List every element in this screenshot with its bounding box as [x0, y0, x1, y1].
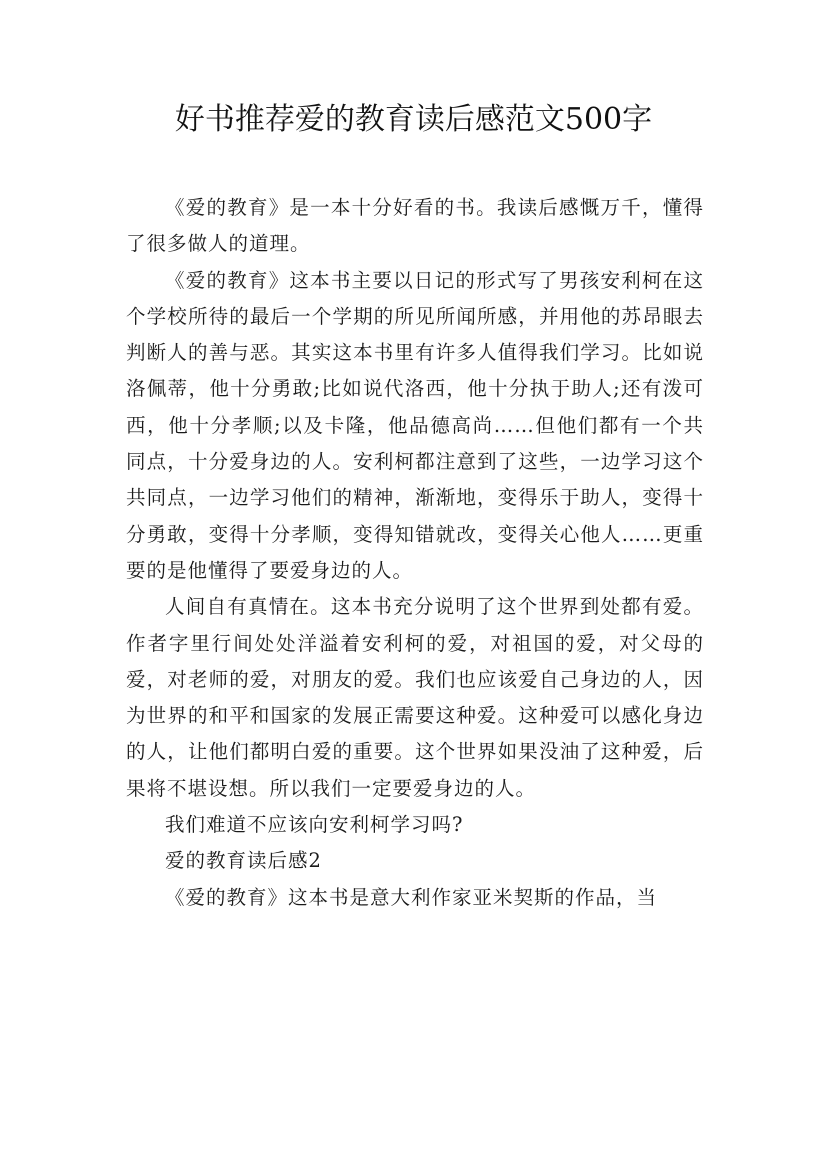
- paragraph-4: 我们难道不应该向安利柯学习吗?: [165, 813, 464, 837]
- paragraph-5: 《爱的教育》这本书是意大利作家亚米契斯的作品，当: [165, 885, 658, 909]
- document-body: [126, 190, 704, 916]
- paragraph-1: 《爱的教育》是一本十分好看的书。我读后感慨万千，懂得了很多做人的道理。: [126, 196, 704, 256]
- paragraph-2: 《爱的教育》这本书主要以日记的形式写了男孩安利柯在这个学校所待的最后一个学期的所见所闻所感，并用他的苏昂眼去判断人的善与恶。其实这本书里有许多人值得我们学习。比如说洛佩蒂，他十分勇敢;比如说代洛西，他十分执于助人;还有泼可西，他十分孝顺;以及卡隆，他品德高尚……但他们都有一个共同点，十分爱身边的人。安利柯都注意到了这些，一边学习这个共同点，一边学习他们的精神，渐渐地，变得乐于助人，变得十分勇敢，变得十分孝顺，变得知错就改，变得关心他人……更重要的是他懂得了要爱身边的人。: [126, 268, 704, 582]
- document-title: 好书推荐爱的教育读后感范文500字: [174, 102, 653, 137]
- section-heading: 爱的教育读后感2: [165, 849, 322, 873]
- paragraph-3: 人间自有真情在。这本书充分说明了这个世界到处都有爱。作者字里行间处处洋溢着安利柯的爱，对祖国的爱，对父母的爱，对老师的爱，对朋友的爱。我们也应该爱自己身边的人，因为世界的和平和国家的发展正需要这种爱。这种爱可以感化身边的人，让他们都明白爱的重要。这个世界如果没油了这种爱，后果将不堪设想。所以我们一定要爱身边的人。: [126, 595, 704, 800]
